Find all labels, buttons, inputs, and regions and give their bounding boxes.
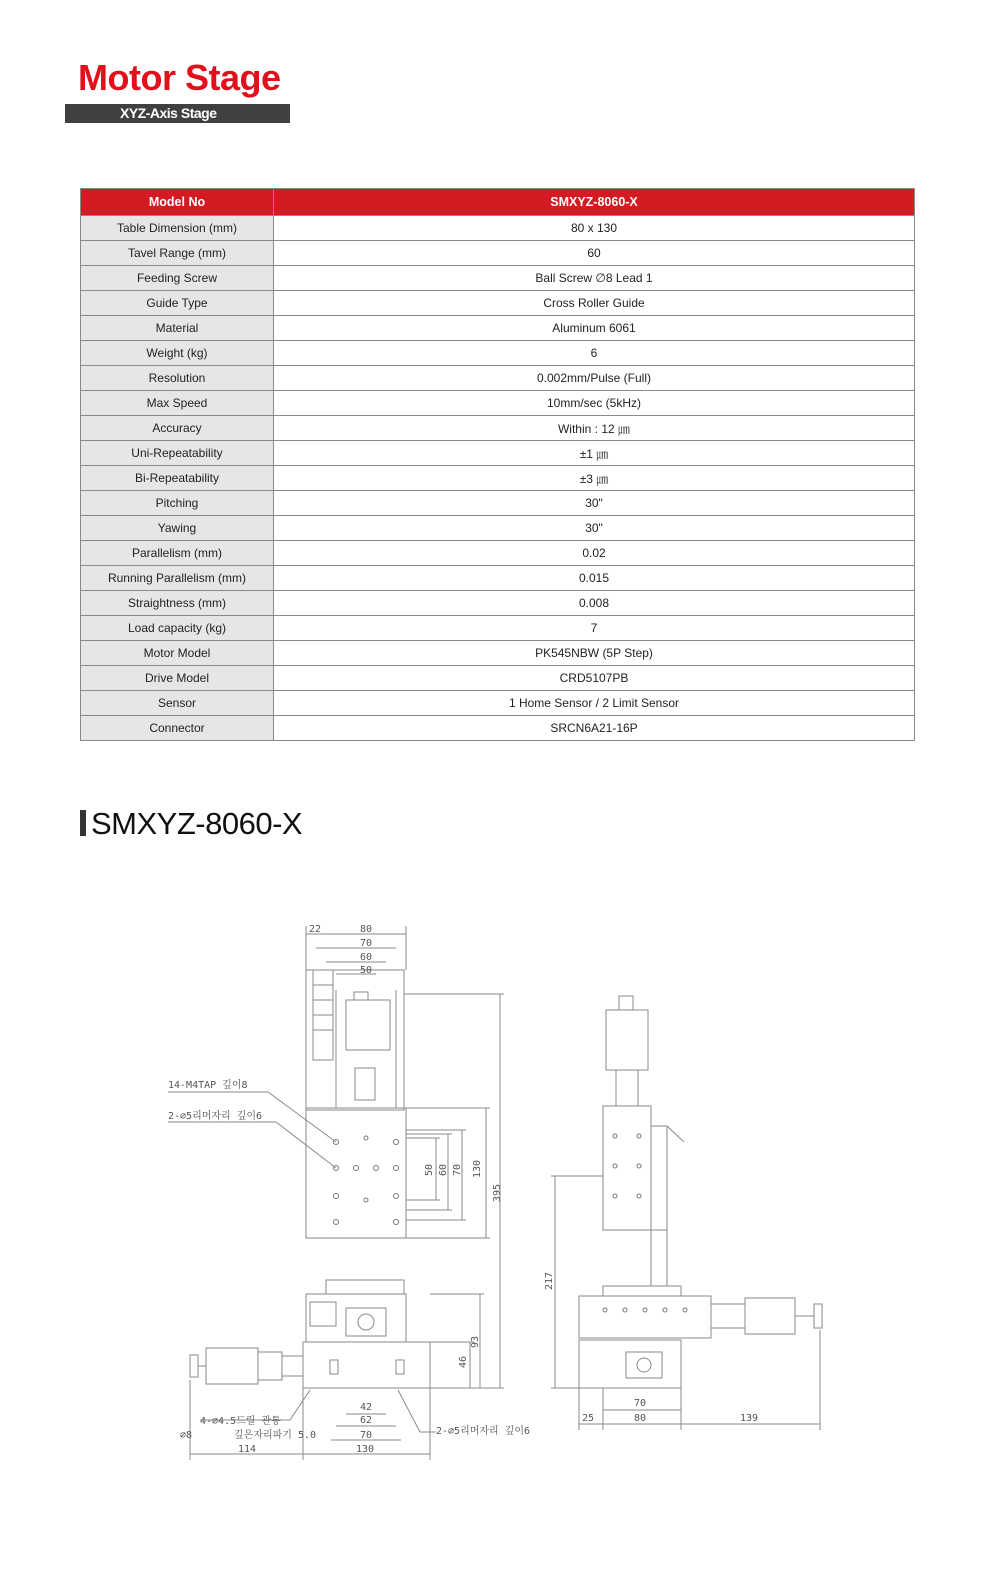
spec-row xyxy=(81,566,915,591)
spec-value: 0.002mm/Pulse (Full) xyxy=(274,366,915,391)
spec-value: Within : 12 ㎛ xyxy=(274,416,915,441)
page-title: Motor Stage xyxy=(78,57,281,98)
spec-label: Table Dimension (mm) xyxy=(81,216,274,241)
dim-side-46: 46 xyxy=(458,1355,469,1368)
spec-value: ±1 ㎛ xyxy=(274,441,915,466)
spec-value: 60 xyxy=(274,241,915,266)
note-drill: 4-∅4.5드릴 관통 xyxy=(200,1416,281,1427)
spec-label: Weight (kg) xyxy=(81,341,274,366)
spec-value: 0.015 xyxy=(274,566,915,591)
spec-row xyxy=(81,591,915,616)
dim-top-22: 22 xyxy=(309,924,322,935)
spec-label: Drive Model xyxy=(81,666,274,691)
spec-label: Tavel Range (mm) xyxy=(81,241,274,266)
side-z-table xyxy=(603,1106,651,1230)
spec-value: 7 xyxy=(274,616,915,641)
dim-top-50: 50 xyxy=(360,965,373,976)
spec-label: Pitching xyxy=(81,491,274,516)
spec-value: CRD5107PB xyxy=(274,666,915,691)
spec-table xyxy=(80,188,915,741)
spec-value: PK545NBW (5P Step) xyxy=(274,641,915,666)
spec-label: Motor Model xyxy=(81,641,274,666)
dim-bot-42: 42 xyxy=(360,1402,373,1413)
dim-side-70: 70 xyxy=(452,1163,463,1176)
spec-row xyxy=(81,441,915,466)
spec-row xyxy=(81,366,915,391)
spec-label: Connector xyxy=(81,716,274,741)
spec-value: 0.02 xyxy=(274,541,915,566)
spec-label: Load capacity (kg) xyxy=(81,616,274,641)
dim-bot-70: 70 xyxy=(360,1430,373,1441)
spec-row xyxy=(81,341,915,366)
spec-row xyxy=(81,541,915,566)
spec-row xyxy=(81,216,915,241)
header-model-label: Model No xyxy=(81,189,274,216)
side-motor xyxy=(606,1010,648,1070)
spec-value: 10mm/sec (5kHz) xyxy=(274,391,915,416)
spec-row xyxy=(81,466,915,491)
spec-label: Material xyxy=(81,316,274,341)
dim-r-25: 25 xyxy=(582,1413,595,1424)
note-cbore-depth: 깊은자리파기 5.0 xyxy=(234,1430,317,1441)
dim-side-130: 130 xyxy=(472,1159,483,1178)
note-cbore-dia: ∅8 xyxy=(180,1430,193,1441)
spec-label: Guide Type xyxy=(81,291,274,316)
section-title-text: SMXYZ-8060-X xyxy=(91,806,303,841)
spec-table-header xyxy=(81,189,915,216)
spec-row xyxy=(81,266,915,291)
side-x-block xyxy=(579,1340,681,1388)
spec-value: 30" xyxy=(274,516,915,541)
spec-row xyxy=(81,666,915,691)
note-tap: 14-M4TAP 깊이8 xyxy=(168,1080,248,1091)
spec-label: Yawing xyxy=(81,516,274,541)
dim-r-80: 80 xyxy=(634,1413,647,1424)
spec-label: Feeding Screw xyxy=(81,266,274,291)
spec-row xyxy=(81,241,915,266)
spec-label: Straightness (mm) xyxy=(81,591,274,616)
note-ream-top: 2-∅5리머자리 깊이6 xyxy=(168,1111,263,1122)
spec-table-body xyxy=(81,216,915,741)
spec-value: 30" xyxy=(274,491,915,516)
dim-r-139: 139 xyxy=(740,1413,759,1424)
spec-label: Bi-Repeatability xyxy=(81,466,274,491)
technical-drawing xyxy=(0,900,1000,1475)
spec-row xyxy=(81,416,915,441)
note-ream-bottom: 2-∅5리머자리 깊이6 xyxy=(436,1426,531,1437)
dim-r-70: 70 xyxy=(634,1398,647,1409)
spec-row xyxy=(81,291,915,316)
dim-side-93: 93 xyxy=(470,1335,481,1348)
dim-bot-114: 114 xyxy=(238,1444,257,1455)
dim-r-217: 217 xyxy=(544,1271,555,1290)
spec-value: SRCN6A21-16P xyxy=(274,716,915,741)
spec-value: 0.008 xyxy=(274,591,915,616)
spec-label: Accuracy xyxy=(81,416,274,441)
side-y-block xyxy=(579,1296,711,1338)
spec-label: Parallelism (mm) xyxy=(81,541,274,566)
spec-value: Ball Screw ∅8 Lead 1 xyxy=(274,266,915,291)
spec-row xyxy=(81,716,915,741)
spec-label: Sensor xyxy=(81,691,274,716)
spec-row xyxy=(81,641,915,666)
spec-row xyxy=(81,616,915,641)
page-subtitle: XYZ-Axis Stage xyxy=(65,104,290,123)
dim-side-60: 60 xyxy=(438,1163,449,1176)
dim-top-60: 60 xyxy=(360,952,373,963)
section-bar-icon xyxy=(80,810,86,836)
z-table xyxy=(306,1108,406,1238)
dim-bot-62: 62 xyxy=(360,1415,373,1426)
spec-value: Aluminum 6061 xyxy=(274,316,915,341)
y-stage-block xyxy=(306,1294,406,1342)
dim-top-80: 80 xyxy=(360,924,373,935)
spec-label: Resolution xyxy=(81,366,274,391)
spec-row xyxy=(81,391,915,416)
header-model-value: SMXYZ-8060-X xyxy=(274,189,915,216)
spec-value: 6 xyxy=(274,341,915,366)
section-heading xyxy=(80,803,302,845)
spec-row xyxy=(81,516,915,541)
spec-row xyxy=(81,691,915,716)
dim-top-70: 70 xyxy=(360,938,373,949)
spec-row xyxy=(81,491,915,516)
spec-value: Cross Roller Guide xyxy=(274,291,915,316)
spec-value: ±3 ㎛ xyxy=(274,466,915,491)
spec-value: 1 Home Sensor / 2 Limit Sensor xyxy=(274,691,915,716)
dim-side-50: 50 xyxy=(424,1163,435,1176)
spec-label: Max Speed xyxy=(81,391,274,416)
x-stage-base xyxy=(303,1342,430,1388)
spec-row xyxy=(81,316,915,341)
spec-label: Uni-Repeatability xyxy=(81,441,274,466)
dim-bot-130: 130 xyxy=(356,1444,375,1455)
spec-value: 80 x 130 xyxy=(274,216,915,241)
spec-label: Running Parallelism (mm) xyxy=(81,566,274,591)
dim-side-395: 395 xyxy=(492,1183,503,1202)
